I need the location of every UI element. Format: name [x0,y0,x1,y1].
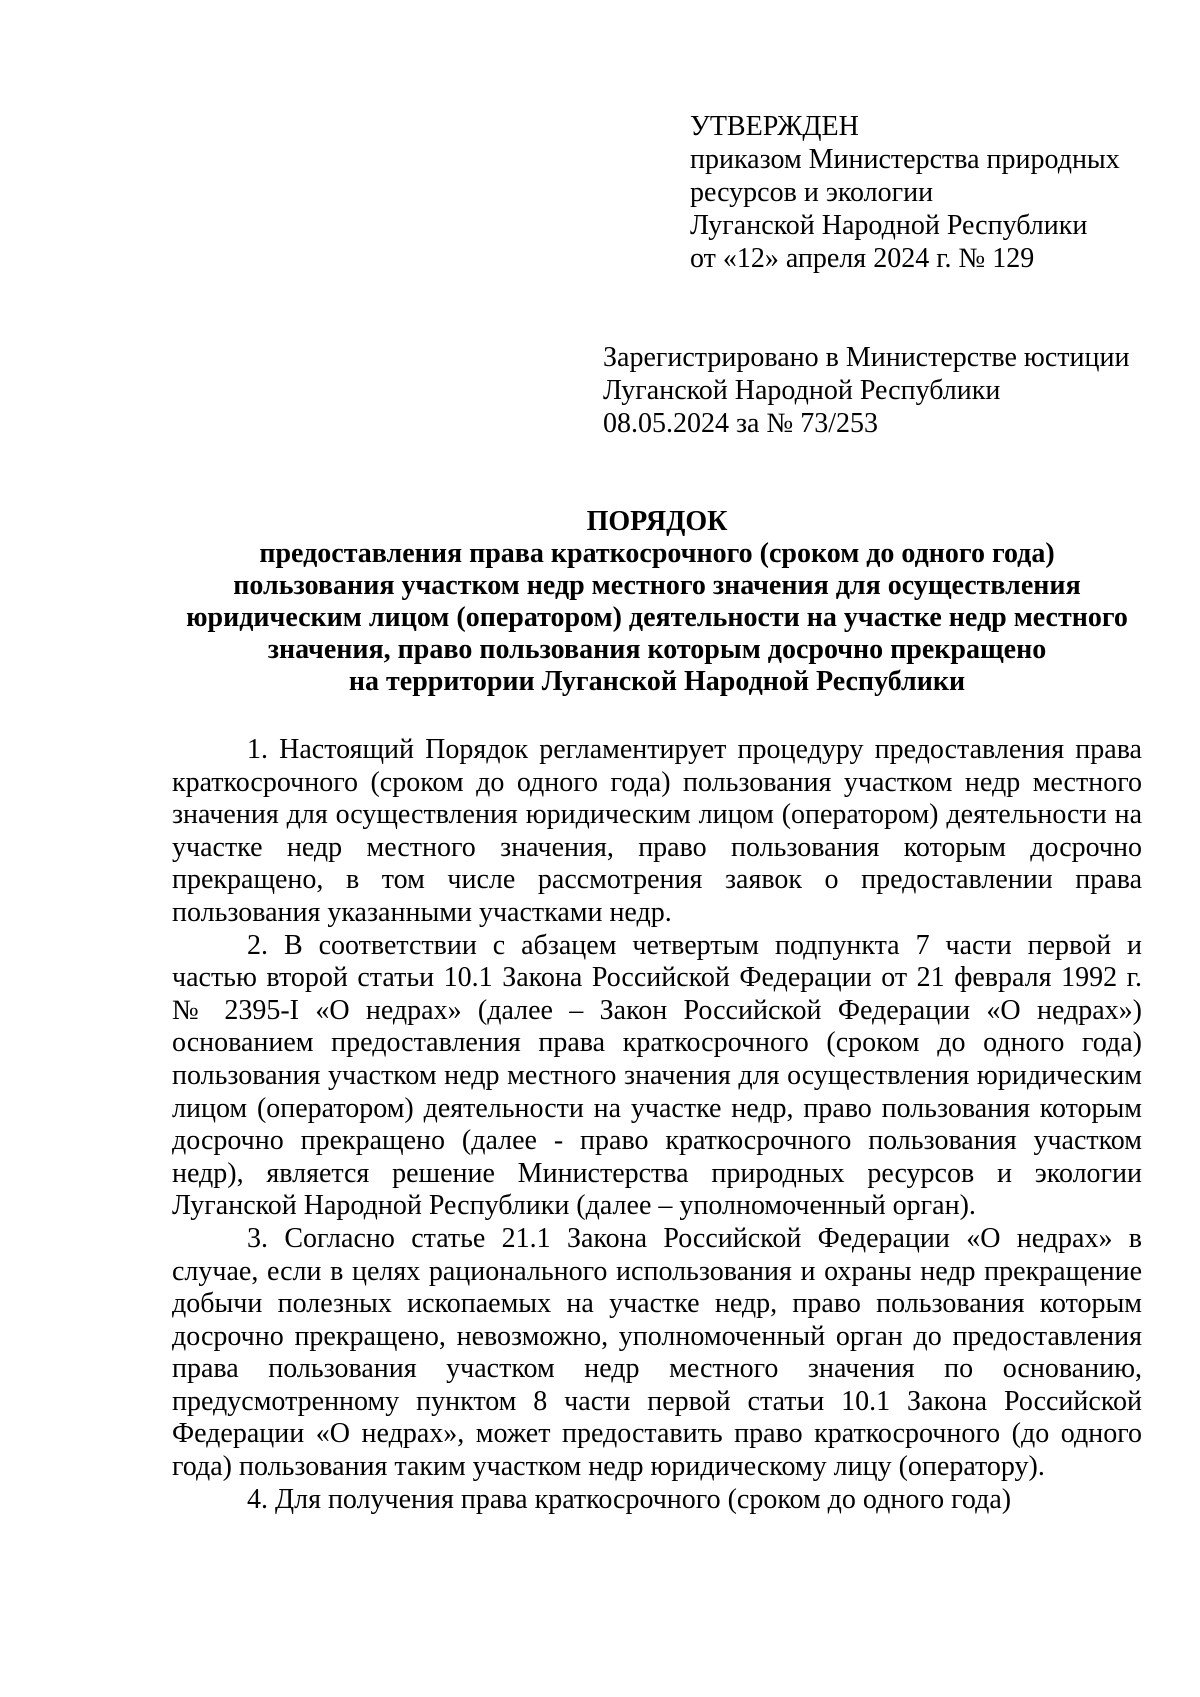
approval-line: УТВЕРЖДЕН [690,111,859,142]
registration-note [603,341,1129,440]
title-line: значения, право пользования которым досрочно прекращено [267,634,1047,665]
approval-line: от «12» апреля 2024 г. № 129 [690,243,1035,274]
title-line: пользования участком недр местного значения для осуществления [233,570,1081,601]
approval-stamp [690,110,1120,275]
paragraph-2: 2. В соответствии с абзацем четвертым подпункта 7 части первой и частью второй статьи 10.1 Закона Российской Федерации от 21 февраля 1992 г. № 2395-I «О недрах» (далее – Закон Российской Федерации «О недрах») основанием предоставления права краткосрочного (сроком до одного года) пользования участком недр местного значения для осуществления юридическим лицом (оператором) деятельности на участке недр, право пользования которым досрочно прекращено (далее - право краткосрочного пользования участком недр), является решение Министерства природных ресурсов и экологии Луганской Народной Республики (далее – уполномоченный орган). [172,929,1142,1222]
approval-line: приказом Министерства природных [690,144,1120,175]
document-body [172,734,1142,1516]
approval-line: ресурсов и экологии [690,177,934,208]
registration-line: Зарегистрировано в Министерстве юстиции [603,342,1130,373]
registration-line: 08.05.2024 за № 73/253 [603,408,878,439]
title-line: юридическим лицом (оператором) деятельности на участке недр местного [186,602,1128,633]
title-line: предоставления права краткосрочного (сроком до одного года) [259,538,1055,569]
title-line: на территории Луганской Народной Республики [348,666,966,697]
paragraph-4: 4. Для получения права краткосрочного (сроком до одного года) [247,1483,1012,1515]
paragraph-1: 1. Настоящий Порядок регламентирует процедуру предоставления права краткосрочного (сроком до одного года) пользования участком недр местного значения для осуществления юридическим лицом (оператором) деятельности на участке недр местного значения, право пользования которым досрочно прекращено, в том числе рассмотрения заявок о предоставлении права пользования указанными участками недр. [172,734,1142,928]
document-title [160,506,1154,698]
title-heading: ПОРЯДОК [586,506,728,537]
registration-line: Луганской Народной Республики [603,375,1001,406]
approval-line: Луганской Народной Республики [690,210,1088,241]
paragraph-3: 3. Согласно статье 21.1 Закона Российской Федерации «О недрах» в случае, если в целях рационального использования и охраны недр прекращение добычи полезных ископаемых на участке недр, право пользования которым досрочно прекращено, невозможно, уполномоченный орган до предоставления права пользования участком недр местного значения по основанию, предусмотренному пунктом 8 части первой статьи 10.1 Закона Российской Федерации «О недрах», может предоставить право краткосрочного (до одного года) пользования таким участком недр юридическому лицу (оператору). [172,1222,1142,1483]
